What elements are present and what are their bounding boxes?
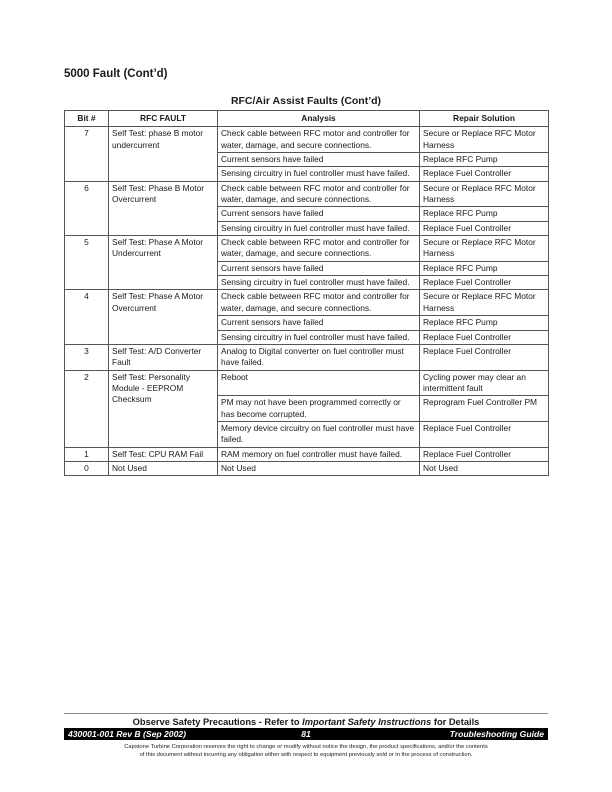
rfc-fault-cell: Self Test: Phase A Motor Undercurrent bbox=[109, 236, 218, 290]
rfc-fault-cell: Self Test: phase B motor undercurrent bbox=[109, 127, 218, 181]
repair-solution-cell: Secure or Replace RFC Motor Harness bbox=[420, 236, 549, 262]
rfc-fault-cell: Self Test: Phase B Motor Overcurrent bbox=[109, 181, 218, 235]
rfc-fault-cell: Self Test: A/D Converter Fault bbox=[109, 344, 218, 370]
analysis-cell: RAM memory on fuel controller must have failed. bbox=[218, 447, 420, 461]
table-row bbox=[65, 461, 549, 475]
table-header-row bbox=[65, 111, 549, 127]
analysis-cell: Check cable between RFC motor and controller for water, damage, and secure connections. bbox=[218, 236, 420, 262]
table-row bbox=[65, 127, 549, 153]
analysis-cell: Not Used bbox=[218, 461, 420, 475]
rfc-fault-cell: Self Test: CPU RAM Fail bbox=[109, 447, 218, 461]
bit-number-cell: 4 bbox=[65, 290, 109, 344]
analysis-cell: Check cable between RFC motor and controller for water, damage, and secure connections. bbox=[218, 290, 420, 316]
repair-solution-cell: Replace Fuel Controller bbox=[420, 221, 549, 235]
analysis-cell: Check cable between RFC motor and controller for water, damage, and secure connections. bbox=[218, 127, 420, 153]
header-analysis: Analysis bbox=[218, 111, 420, 127]
document-number: 430001-001 Rev B (Sep 2002) bbox=[68, 729, 187, 739]
repair-solution-cell: Secure or Replace RFC Motor Harness bbox=[420, 127, 549, 153]
table-body bbox=[65, 127, 549, 476]
analysis-cell: Check cable between RFC motor and controller for water, damage, and secure connections. bbox=[218, 181, 420, 207]
bit-number-cell: 7 bbox=[65, 127, 109, 181]
table-row bbox=[65, 290, 549, 316]
repair-solution-cell: Replace Fuel Controller bbox=[420, 276, 549, 290]
analysis-cell: Current sensors have failed bbox=[218, 207, 420, 221]
repair-solution-cell: Replace RFC Pump bbox=[420, 153, 549, 167]
analysis-cell: Sensing circuitry in fuel controller must have failed. bbox=[218, 167, 420, 181]
analysis-cell: Current sensors have failed bbox=[218, 153, 420, 167]
repair-solution-cell: Replace Fuel Controller bbox=[420, 330, 549, 344]
analysis-cell: PM may not have been programmed correctly or has become corrupted. bbox=[218, 396, 420, 422]
table-row bbox=[65, 181, 549, 207]
repair-solution-cell: Cycling power may clear an intermittent fault bbox=[420, 370, 549, 396]
safety-note-suffix: for Details bbox=[431, 717, 480, 727]
table-row bbox=[65, 447, 549, 461]
table-row bbox=[65, 370, 549, 396]
rfc-fault-cell: Self Test: Phase A Motor Overcurrent bbox=[109, 290, 218, 344]
analysis-cell: Current sensors have failed bbox=[218, 261, 420, 275]
bit-number-cell: 2 bbox=[65, 370, 109, 447]
rfc-fault-cell: Self Test: Personality Module - EEPROM Checksum bbox=[109, 370, 218, 447]
analysis-cell: Sensing circuitry in fuel controller must have failed. bbox=[218, 221, 420, 235]
repair-solution-cell: Replace RFC Pump bbox=[420, 261, 549, 275]
analysis-cell: Reboot bbox=[218, 370, 420, 396]
header-rfc-fault: RFC FAULT bbox=[109, 111, 218, 127]
analysis-cell: Analog to Digital converter on fuel controller must have failed. bbox=[218, 344, 420, 370]
analysis-cell: Sensing circuitry in fuel controller must have failed. bbox=[218, 330, 420, 344]
table-row bbox=[65, 344, 549, 370]
bit-number-cell: 3 bbox=[65, 344, 109, 370]
table-caption: RFC/Air Assist Faults (Cont’d) bbox=[230, 95, 382, 107]
repair-solution-cell: Secure or Replace RFC Motor Harness bbox=[420, 181, 549, 207]
repair-solution-cell: Replace RFC Pump bbox=[420, 207, 549, 221]
analysis-cell: Memory device circuitry on fuel controller must have failed. bbox=[218, 421, 420, 447]
footer-bar bbox=[64, 728, 548, 740]
repair-solution-cell: Replace RFC Pump bbox=[420, 316, 549, 330]
bit-number-cell: 5 bbox=[65, 236, 109, 290]
repair-solution-cell: Replace Fuel Controller bbox=[420, 447, 549, 461]
disclaimer-line-2: of this document without incurring any obligation either with respect to equipment previously sold or in the process of construction. bbox=[139, 751, 473, 758]
page-number: 81 bbox=[301, 729, 311, 739]
disclaimer-line-1: Capstone Turbine Corporation reserves the right to change or modify without notice the design, the product specifications, and/or the contents bbox=[124, 744, 488, 750]
rfc-faults-table bbox=[64, 110, 549, 476]
repair-solution-cell: Replace Fuel Controller bbox=[420, 421, 549, 447]
repair-solution-cell: Secure or Replace RFC Motor Harness bbox=[420, 290, 549, 316]
guide-title: Troubleshooting Guide bbox=[449, 729, 544, 739]
safety-instructions-reference: Important Safety Instructions bbox=[302, 717, 432, 727]
safety-note-prefix: Observe Safety Precautions - Refer to bbox=[132, 717, 303, 727]
table-row bbox=[65, 236, 549, 262]
repair-solution-cell: Replace Fuel Controller bbox=[420, 344, 549, 370]
repair-solution-cell: Not Used bbox=[420, 461, 549, 475]
header-bit: Bit # bbox=[65, 111, 109, 127]
repair-solution-cell: Replace Fuel Controller bbox=[420, 167, 549, 181]
disclaimer bbox=[64, 744, 548, 760]
analysis-cell: Sensing circuitry in fuel controller must have failed. bbox=[218, 276, 420, 290]
safety-note bbox=[64, 713, 548, 727]
header-repair-solution: Repair Solution bbox=[420, 111, 549, 127]
rfc-fault-cell: Not Used bbox=[109, 461, 218, 475]
repair-solution-cell: Reprogram Fuel Controller PM bbox=[420, 396, 549, 422]
analysis-cell: Current sensors have failed bbox=[218, 316, 420, 330]
bit-number-cell: 6 bbox=[65, 181, 109, 235]
bit-number-cell: 1 bbox=[65, 447, 109, 461]
section-heading: 5000 Fault (Cont’d) bbox=[64, 68, 168, 80]
bit-number-cell: 0 bbox=[65, 461, 109, 475]
